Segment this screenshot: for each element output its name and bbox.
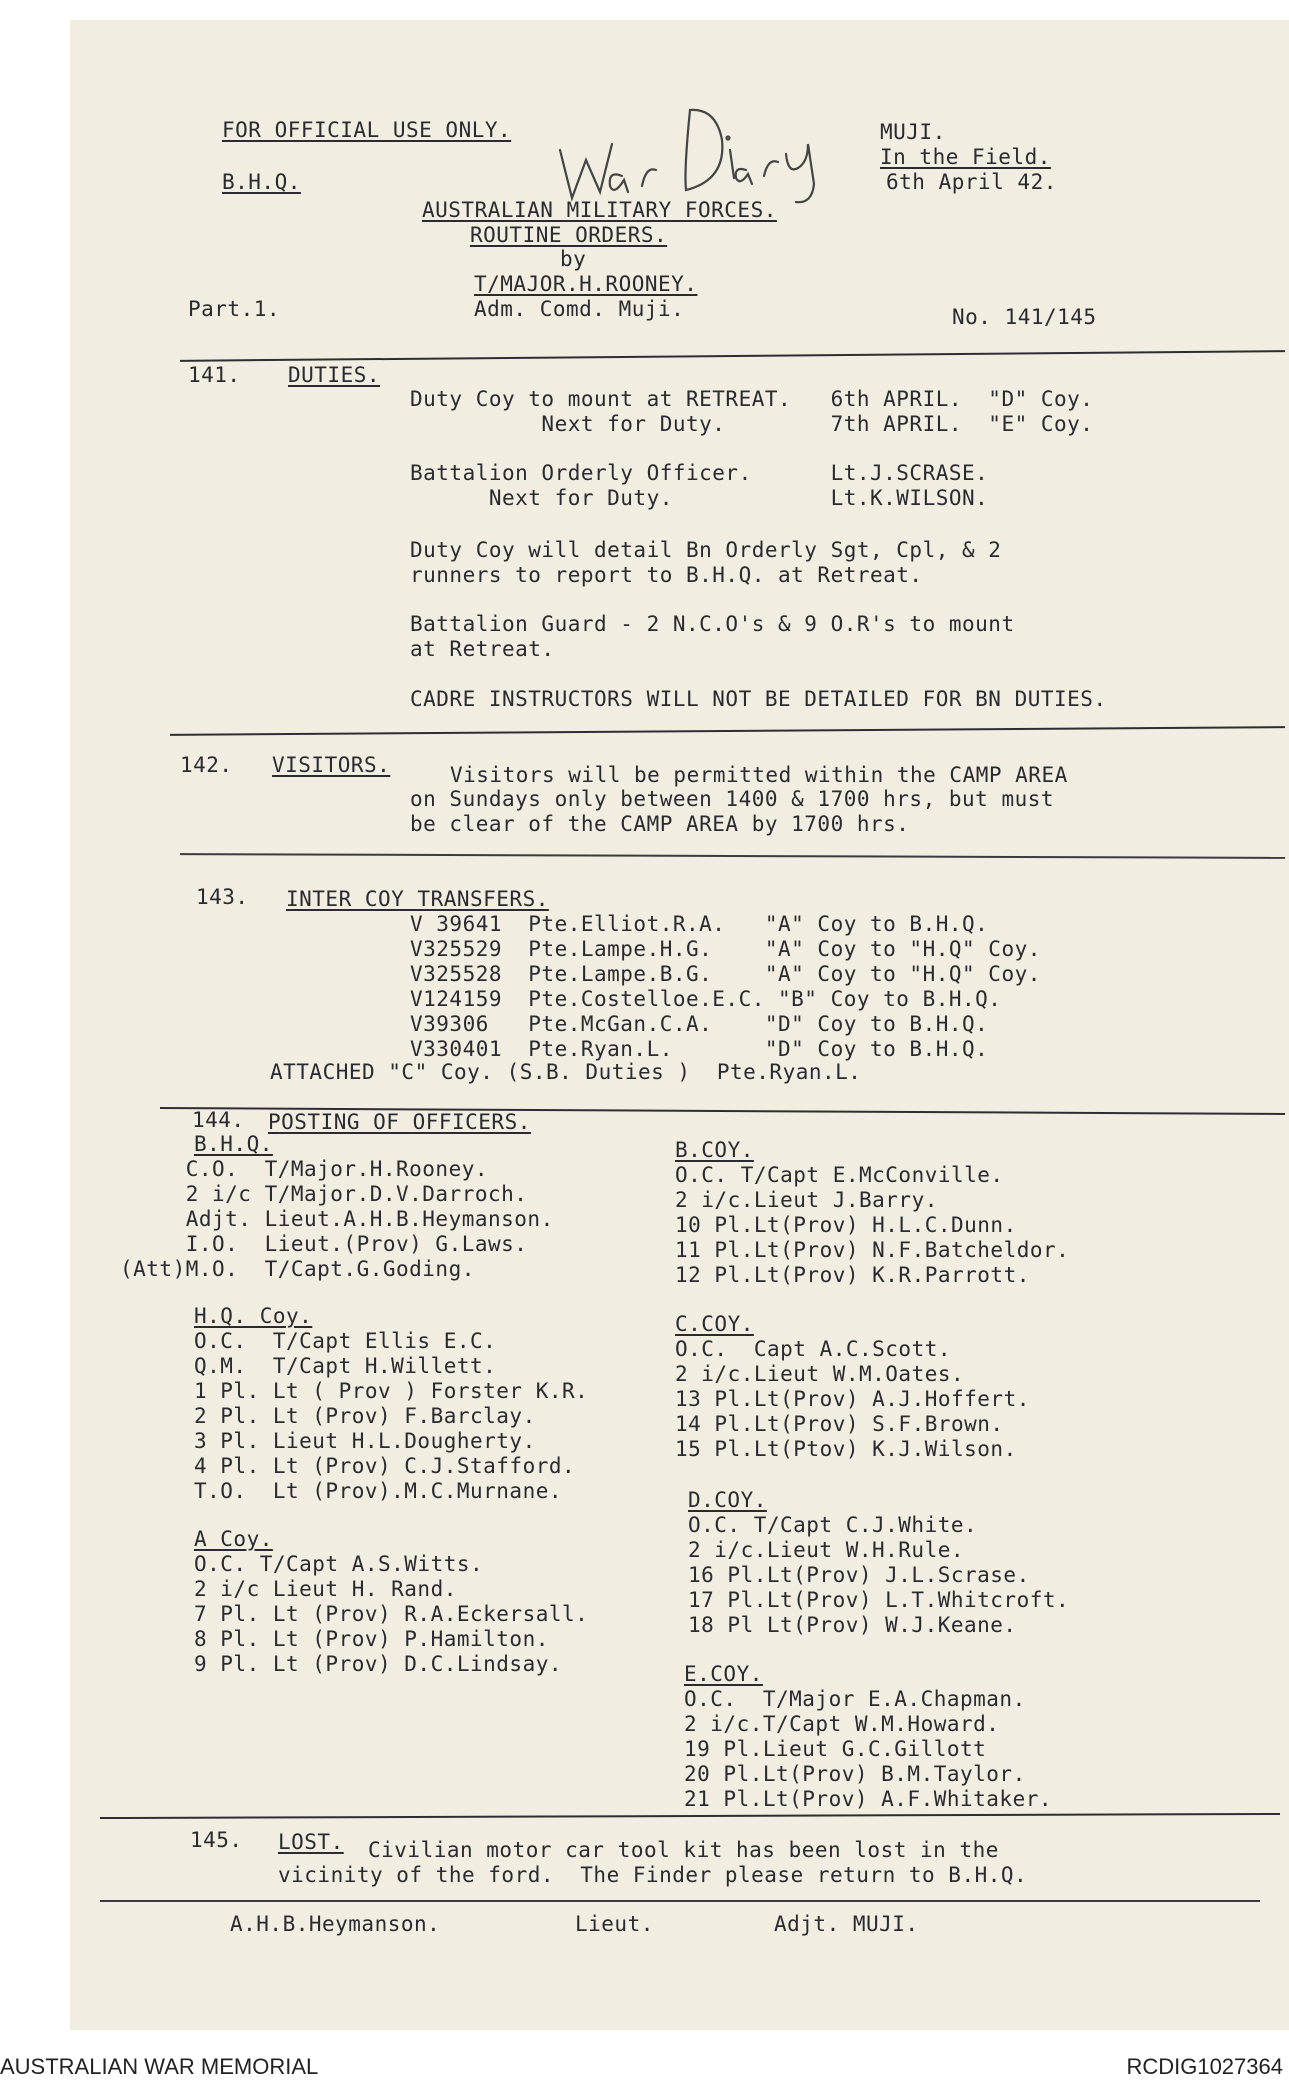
section-divider	[170, 726, 1285, 736]
signature-rank: Lieut.	[575, 1912, 654, 1936]
officer-row: 10 Pl.Lt(Prov) H.L.C.Dunn.	[675, 1213, 1017, 1237]
officer-row: T.O. Lt (Prov).M.C.Murnane.	[194, 1479, 563, 1503]
archive-id: RCDIG1027364	[1126, 2054, 1283, 2079]
officer-row: 12 Pl.Lt(Prov) K.R.Parrott.	[675, 1263, 1030, 1287]
officer-row: 2 i/c.T/Capt W.M.Howard.	[684, 1712, 1000, 1736]
s142-heading: VISITORS.	[272, 753, 391, 777]
s142-line: be clear of the CAMP AREA by 1700 hrs.	[410, 812, 910, 836]
title-amf: AUSTRALIAN MILITARY FORCES.	[422, 198, 777, 222]
s142-line: on Sundays only between 1400 & 1700 hrs, but must	[410, 787, 1055, 811]
s141-line: runners to report to B.H.Q. at Retreat.	[410, 563, 923, 587]
s141-line: Battalion Guard - 2 N.C.O's & 9 O.R's to mount	[410, 612, 1015, 636]
signature-role: Adjt. MUJI.	[774, 1912, 919, 1936]
title-by: by	[560, 247, 587, 271]
title-officer: T/MAJOR.H.ROONEY.	[474, 272, 698, 296]
officer-row: O.C. T/Capt E.McConville.	[675, 1163, 1004, 1187]
officer-row: Adjt. Lieut.A.H.B.Heymanson.	[120, 1207, 554, 1231]
place-label: MUJI.	[880, 120, 946, 144]
officer-row: 2 i/c Lieut H. Rand.	[194, 1577, 457, 1601]
officer-row: 4 Pl. Lt (Prov) C.J.Stafford.	[194, 1454, 576, 1478]
officer-row: O.C. T/Capt A.S.Witts.	[194, 1552, 484, 1576]
officer-row: 20 Pl.Lt(Prov) B.M.Taylor.	[684, 1762, 1026, 1786]
transfer-row: V325528 Pte.Lampe.B.G. "A" Coy to "H.Q" Coy.	[410, 962, 1041, 986]
archive-footer	[0, 2052, 1289, 2082]
officer-row: 11 Pl.Lt(Prov) N.F.Batcheldor.	[675, 1238, 1070, 1262]
s145-line: Civilian motor car tool kit has been lost in the	[368, 1838, 999, 1862]
s141-line: CADRE INSTRUCTORS WILL NOT BE DETAILED FOR BN DUTIES.	[410, 687, 1107, 711]
officer-row: 2 i/c.Lieut W.H.Rule.	[688, 1538, 965, 1562]
officer-row: O.C. Capt A.C.Scott.	[675, 1337, 952, 1361]
s141-number: 141.	[188, 363, 241, 387]
transfer-row: V325529 Pte.Lampe.H.G. "A" Coy to "H.Q" Coy.	[410, 937, 1041, 961]
bhq-label: B.H.Q.	[222, 170, 301, 194]
transfer-row: V39306 Pte.McGan.C.A. "D" Coy to B.H.Q.	[410, 1012, 989, 1036]
s142-number: 142.	[180, 753, 233, 777]
s141-heading: DUTIES.	[288, 363, 381, 387]
s145-heading: LOST.	[278, 1830, 344, 1854]
transfer-row: V 39641 Pte.Elliot.R.A. "A" Coy to B.H.Q.	[410, 912, 989, 936]
officer-row: 9 Pl. Lt (Prov) D.C.Lindsay.	[194, 1652, 563, 1676]
officer-row: 18 Pl Lt(Prov) W.J.Keane.	[688, 1613, 1017, 1637]
officer-row: 2 i/c T/Major.D.V.Darroch.	[120, 1182, 528, 1206]
officer-row: 13 Pl.Lt(Prov) A.J.Hoffert.	[675, 1387, 1030, 1411]
group-title-d-coy: D.COY.	[688, 1488, 767, 1512]
signature-name: A.H.B.Heymanson.	[230, 1912, 441, 1936]
officer-row: 2 i/c.Lieut W.M.Oates.	[675, 1362, 965, 1386]
transfer-row: V330401 Pte.Ryan.L. "D" Coy to B.H.Q.	[410, 1037, 989, 1061]
handwritten-annotation	[550, 80, 850, 220]
officer-row: I.O. Lieut.(Prov) G.Laws.	[120, 1232, 528, 1256]
order-number: No. 141/145	[952, 305, 1097, 329]
handwriting-text: War Diary	[550, 80, 556, 81]
officer-row: 14 Pl.Lt(Prov) S.F.Brown.	[675, 1412, 1004, 1436]
title-routine-orders: ROUTINE ORDERS.	[470, 223, 668, 247]
command-label: Adm. Comd. Muji.	[474, 297, 685, 321]
s143-heading: INTER COY TRANSFERS.	[286, 887, 549, 911]
officer-row: (Att)M.O. T/Capt.G.Goding.	[120, 1257, 475, 1281]
s144-number: 144.	[192, 1108, 245, 1132]
officer-row: 21 Pl.Lt(Prov) A.F.Whitaker.	[684, 1787, 1053, 1811]
s144-heading: POSTING OF OFFICERS.	[268, 1110, 531, 1134]
s141-line: Duty Coy to mount at RETREAT. 6th APRIL. "D" Coy.	[410, 387, 1094, 411]
group-title-b-coy: B.COY.	[675, 1138, 754, 1162]
officer-row: 2 Pl. Lt (Prov) F.Barclay.	[194, 1404, 536, 1428]
officer-row: 19 Pl.Lieut G.C.Gillott	[684, 1737, 987, 1761]
group-title-bhq: B.H.Q.	[194, 1132, 273, 1156]
officer-row: 2 i/c.Lieut J.Barry.	[675, 1188, 938, 1212]
officer-row: O.C. T/Major E.A.Chapman.	[684, 1687, 1026, 1711]
s145-number: 145.	[190, 1828, 243, 1852]
s141-line: at Retreat.	[410, 637, 555, 661]
officer-row: 3 Pl. Lieut H.L.Dougherty.	[194, 1429, 536, 1453]
transfer-row: V124159 Pte.Costelloe.E.C. "B" Coy to B.H.Q.	[410, 987, 1002, 1011]
officer-row: 8 Pl. Lt (Prov) P.Hamilton.	[194, 1627, 549, 1651]
section-divider	[100, 1900, 1260, 1902]
group-title-a-coy: A Coy.	[194, 1527, 273, 1551]
officer-row: O.C. T/Capt C.J.White.	[688, 1513, 978, 1537]
s141-line: Next for Duty. Lt.K.WILSON.	[410, 486, 989, 510]
group-title-hq-coy: H.Q. Coy.	[194, 1304, 313, 1328]
s142-line: Visitors will be permitted within the CAMP AREA	[450, 763, 1068, 787]
officer-row: 7 Pl. Lt (Prov) R.A.Eckersall.	[194, 1602, 589, 1626]
group-title-e-coy: E.COY.	[684, 1662, 763, 1686]
group-title-c-coy: C.COY.	[675, 1312, 754, 1336]
in-field-label: In the Field.	[880, 145, 1051, 169]
section-divider	[180, 350, 1285, 362]
officer-row: 1 Pl. Lt ( Prov ) Forster K.R.	[194, 1379, 589, 1403]
archive-credit: AUSTRALIAN WAR MEMORIAL	[0, 2054, 319, 2079]
section-divider	[100, 1813, 1280, 1819]
official-use-label: FOR OFFICIAL USE ONLY.	[222, 118, 512, 142]
officer-row: O.C. T/Capt Ellis E.C.	[194, 1329, 497, 1353]
officer-row: Q.M. T/Capt H.Willett.	[194, 1354, 497, 1378]
attached-line: ATTACHED "C" Coy. (S.B. Duties ) Pte.Ryan.L.	[270, 1060, 862, 1084]
date-label: 6th April 42.	[886, 170, 1057, 194]
section-divider	[180, 853, 1285, 859]
s141-line: Next for Duty. 7th APRIL. "E" Coy.	[410, 412, 1094, 436]
officer-row: 17 Pl.Lt(Prov) L.T.Whitcroft.	[688, 1588, 1070, 1612]
s145-line: vicinity of the ford. The Finder please return to B.H.Q.	[278, 1863, 1028, 1887]
officer-row: C.O. T/Major.H.Rooney.	[120, 1157, 489, 1181]
document-page	[70, 20, 1289, 2030]
officer-row: 15 Pl.Lt(Ptov) K.J.Wilson.	[675, 1437, 1017, 1461]
part-label: Part.1.	[188, 297, 281, 321]
s141-line: Duty Coy will detail Bn Orderly Sgt, Cpl, & 2	[410, 538, 1002, 562]
officer-row: 16 Pl.Lt(Prov) J.L.Scrase.	[688, 1563, 1030, 1587]
s141-line: Battalion Orderly Officer. Lt.J.SCRASE.	[410, 461, 989, 485]
s143-number: 143.	[196, 885, 249, 909]
